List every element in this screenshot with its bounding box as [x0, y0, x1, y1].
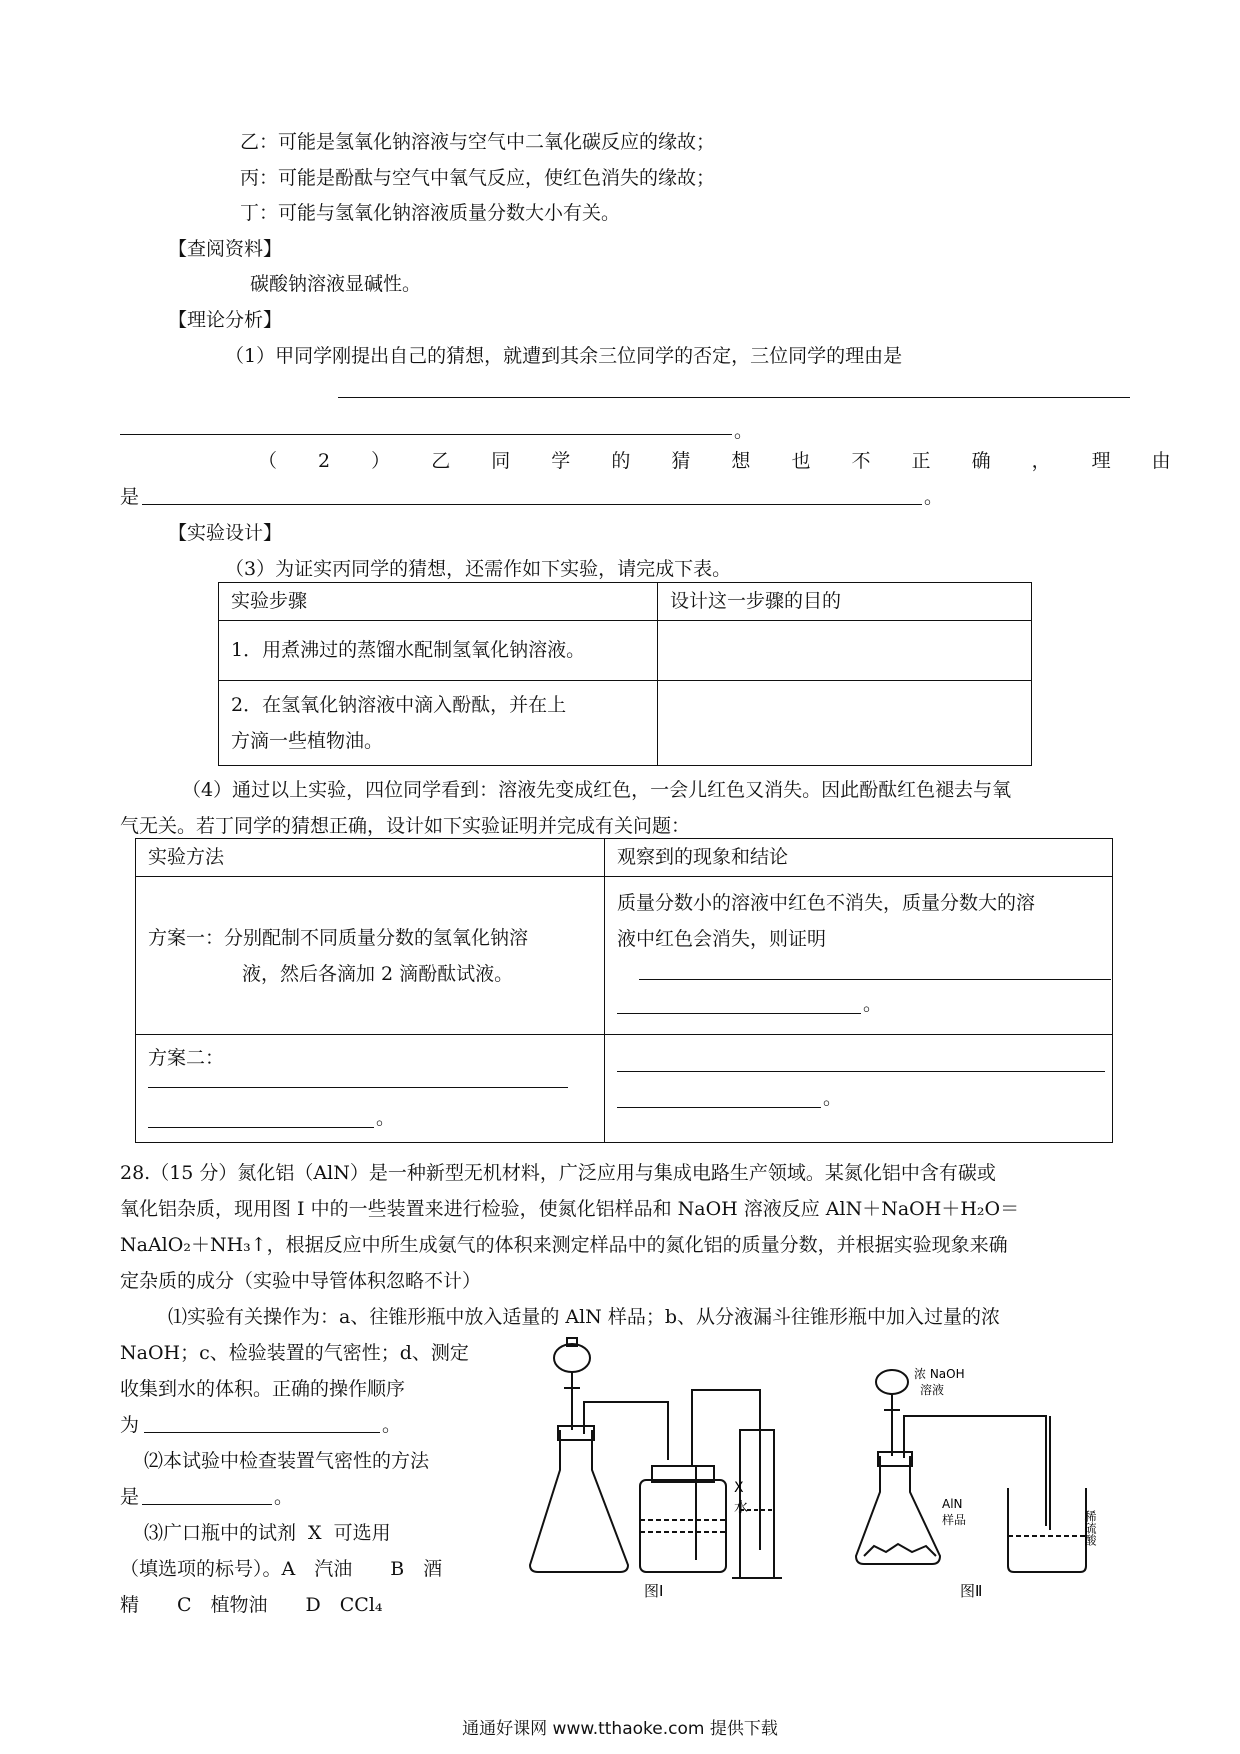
- experiment-steps-table: [218, 582, 1032, 766]
- table1-header-purpose: 设计这一步骤的目的: [658, 583, 1032, 621]
- answer-blank-order[interactable]: [144, 1432, 380, 1433]
- sub-question-3-line3: 精 C 植物油 D CCl₄: [120, 1594, 383, 1616]
- question-4-line2: 气无关。若丁同学的猜想正确，设计如下实验证明并完成有关问题：: [120, 815, 691, 837]
- question-4-line1: （4）通过以上实验，四位同学看到：溶液先变成红色，一会儿红色又消失。因此酚酞红色褪去与氧: [182, 779, 1012, 801]
- figure-1-apparatus: [520, 1330, 810, 1600]
- table2-observation-1-line2: 液中红色会消失，则证明: [617, 928, 827, 950]
- answer-blank-airtight[interactable]: [142, 1504, 272, 1505]
- lookup-text: 碳酸钠溶液显碱性。: [250, 273, 422, 295]
- sub-question-1-line3: 收集到水的体积。正确的操作顺序: [120, 1378, 406, 1400]
- fig2-label-naoh-1: 浓 NaOH: [914, 1367, 965, 1381]
- observation-blank-2b[interactable]: [617, 1107, 821, 1108]
- period: 。: [823, 1087, 843, 1109]
- answer-blank-1b[interactable]: [120, 434, 732, 435]
- sub-question-3-line1: ⑶广口瓶中的试剂 X 可选用: [144, 1522, 391, 1544]
- observation-blank-2a[interactable]: [617, 1071, 1105, 1072]
- question-1: （1）甲同学刚提出自己的猜想，就遭到其余三位同学的否定，三位同学的理由是: [225, 345, 903, 367]
- answer-blank-1a[interactable]: [338, 397, 1130, 398]
- hypothesis-yi: 乙：可能是氢氧化钠溶液与空气中二氧化碳反应的缘故；: [240, 131, 716, 153]
- question-28-line4: 定杂质的成分（实验中导管体积忽略不计）: [120, 1270, 482, 1292]
- table2-plan-1-line2: 液，然后各滴加 2 滴酚酞试液。: [242, 962, 514, 985]
- table1-step-2-line2: 方滴一些植物油。: [231, 730, 384, 752]
- sub-question-1-line4: 为: [120, 1414, 140, 1436]
- section-theory: 【理论分析】: [168, 309, 283, 331]
- hypothesis-ding: 丁：可能与氢氧化钠溶液质量分数大小有关。: [240, 202, 621, 224]
- fig2-label-aln-1: AlN: [942, 1497, 963, 1511]
- fig1-caption: 图Ⅰ: [644, 1582, 664, 1600]
- table1-step-2-line1: 2．在氢氧化钠溶液中滴入酚酞，并在上: [231, 694, 567, 716]
- section-lookup: 【查阅资料】: [168, 238, 283, 260]
- table2-header-method: 实验方法: [136, 839, 605, 877]
- table1-step-2: [219, 681, 658, 766]
- table2-header-observation: 观察到的现象和结论: [605, 839, 1113, 877]
- table2-observation-2: [605, 1035, 1113, 1143]
- fig2-label-naoh-2: 溶液: [920, 1383, 945, 1397]
- sub-question-2-line2: 是: [120, 1486, 140, 1508]
- period: 。: [274, 1486, 294, 1508]
- period: 。: [734, 420, 754, 442]
- plan-2-blank-b[interactable]: [148, 1127, 374, 1128]
- page-footer: 通通好课网 www.tthaoke.com 提供下载: [462, 1719, 778, 1739]
- table1-purpose-1[interactable]: [658, 621, 1032, 681]
- period: 。: [863, 993, 883, 1015]
- observation-blank-1b[interactable]: [617, 1013, 861, 1014]
- table2-observation-1-line1: 质量分数小的溶液中红色不消失，质量分数大的溶: [617, 892, 1036, 914]
- sub-question-1-line1: ⑴实验有关操作为：a、往锥形瓶中放入适量的 AlN 样品；b、从分液漏斗往锥形瓶中加入过量的浓: [168, 1306, 1000, 1328]
- hypothesis-bing: 丙：可能是酚酞与空气中氧气反应，使红色消失的缘故；: [240, 167, 716, 189]
- sub-question-1-line2: NaOH；c、检验装置的气密性；d、测定: [120, 1342, 469, 1364]
- table2-plan-2-label: 方案二：: [148, 1047, 225, 1069]
- question-2: （ 2 ） 乙 同 学 的 猜 想 也 不 正 确 ， 理 由: [258, 450, 1189, 472]
- fig1-label-x: X: [734, 1480, 744, 1496]
- fig1-label-water: 水: [734, 1500, 748, 1516]
- plan-2-blank-a[interactable]: [148, 1087, 568, 1088]
- fig2-label-acid: 稀硫酸: [1083, 1510, 1097, 1546]
- question-28-line3: NaAlO₂＋NH₃↑，根据反应中所生成氨气的体积来测定样品中的氮化铝的质量分数，并根据实验现象来确: [120, 1234, 1008, 1256]
- sub-question-2-line1: ⑵本试验中检查装置气密性的方法: [144, 1450, 430, 1472]
- question-28-line1: 28.（15 分）氮化铝（AlN）是一种新型无机材料，广泛应用与集成电路生产领域。某氮化铝中含有碳或: [120, 1162, 996, 1184]
- fig2-caption: 图Ⅱ: [960, 1582, 983, 1600]
- table2-plan-2: [136, 1035, 605, 1143]
- period: 。: [382, 1414, 402, 1436]
- answer-blank-2[interactable]: [142, 504, 922, 505]
- figure-2-apparatus: [850, 1360, 1110, 1600]
- sub-question-3-line2: （填选项的标号）。A 汽油 B 酒: [120, 1558, 443, 1580]
- question-3: （3）为证实丙同学的猜想，还需作如下实验，请完成下表。: [225, 558, 732, 580]
- period: 。: [924, 486, 944, 508]
- table2-plan-1-line1: 方案一：分别配制不同质量分数的氢氧化钠溶: [148, 926, 529, 949]
- table1-purpose-2[interactable]: [658, 681, 1032, 766]
- table1-step-1: 1．用煮沸过的蒸馏水配制氢氧化钠溶液。: [219, 621, 658, 681]
- observation-blank-1a[interactable]: [639, 979, 1111, 980]
- period: 。: [376, 1107, 396, 1129]
- table2-observation-1: [605, 877, 1113, 1035]
- table1-header-steps: 实验步骤: [219, 583, 658, 621]
- section-design: 【实验设计】: [168, 522, 283, 544]
- question-28-line2: 氧化铝杂质，现用图 I 中的一些装置来进行检验，使氮化铝样品和 NaOH 溶液反应 AlN＋NaOH＋H₂O＝: [120, 1198, 1020, 1220]
- question-2-cont: 是: [120, 486, 140, 508]
- table2-plan-1: [136, 877, 605, 1035]
- experiment-plan-table: [135, 838, 1113, 1143]
- fig2-label-aln-2: 样品: [942, 1513, 967, 1527]
